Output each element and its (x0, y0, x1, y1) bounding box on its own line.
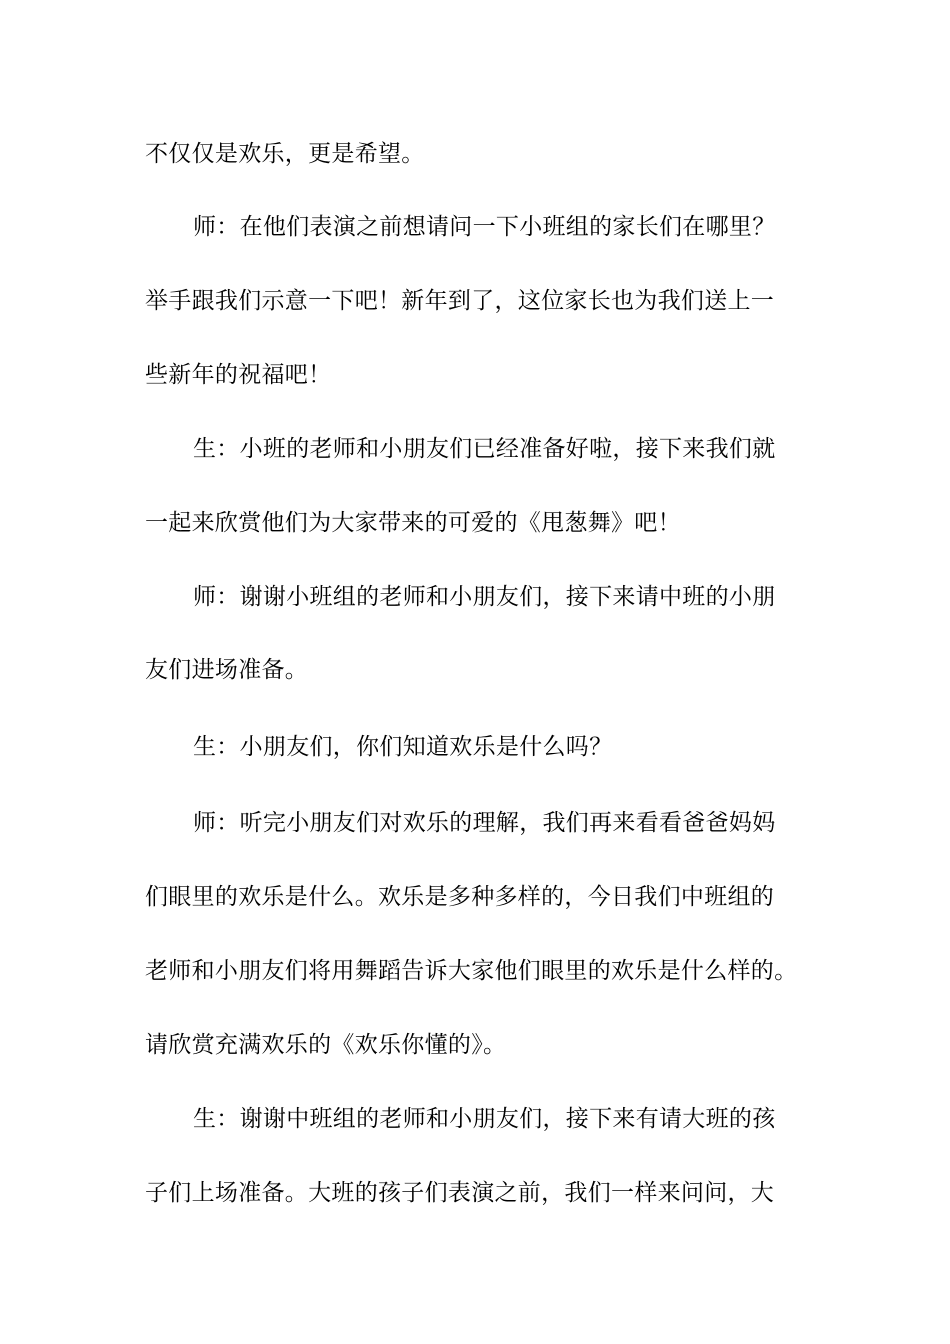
text-line: 师：在他们表演之前想请问一下小班组的家长们在哪里？ (193, 214, 776, 240)
text-line: 生：小朋友们，你们知道欢乐是什么吗？ (193, 734, 613, 760)
text-line: 些新年的祝福吧！ (145, 362, 332, 388)
text-line: 友们进场准备。 (145, 657, 309, 683)
text-line: 不仅仅是欢乐，更是希望。 (145, 141, 425, 167)
text-line: 一起来欣赏他们为大家带来的可爱的《甩葱舞》吧！ (145, 510, 681, 536)
text-line: 师：谢谢小班组的老师和小朋友们，接下来请中班的小朋 (193, 584, 776, 610)
text-line: 生：小班的老师和小朋友们已经准备好啦，接下来我们就 (193, 436, 776, 462)
text-line: 举手跟我们示意一下吧！新年到了，这位家长也为我们送上一 (145, 288, 775, 314)
text-line: 们眼里的欢乐是什么。欢乐是多种多样的，今日我们中班组的 (145, 884, 775, 910)
text-line: 请欣赏充满欢乐的《欢乐你懂的》。 (145, 1032, 507, 1058)
text-line: 老师和小朋友们将用舞蹈告诉大家他们眼里的欢乐是什么样的。 (145, 958, 798, 984)
text-line: 师：听完小朋友们对欢乐的理解，我们再来看看爸爸妈妈 (193, 810, 776, 836)
text-line: 生：谢谢中班组的老师和小朋友们，接下来有请大班的孩 (193, 1106, 776, 1132)
text-line: 子们上场准备。大班的孩子们表演之前，我们一样来问问，大 (145, 1180, 775, 1206)
